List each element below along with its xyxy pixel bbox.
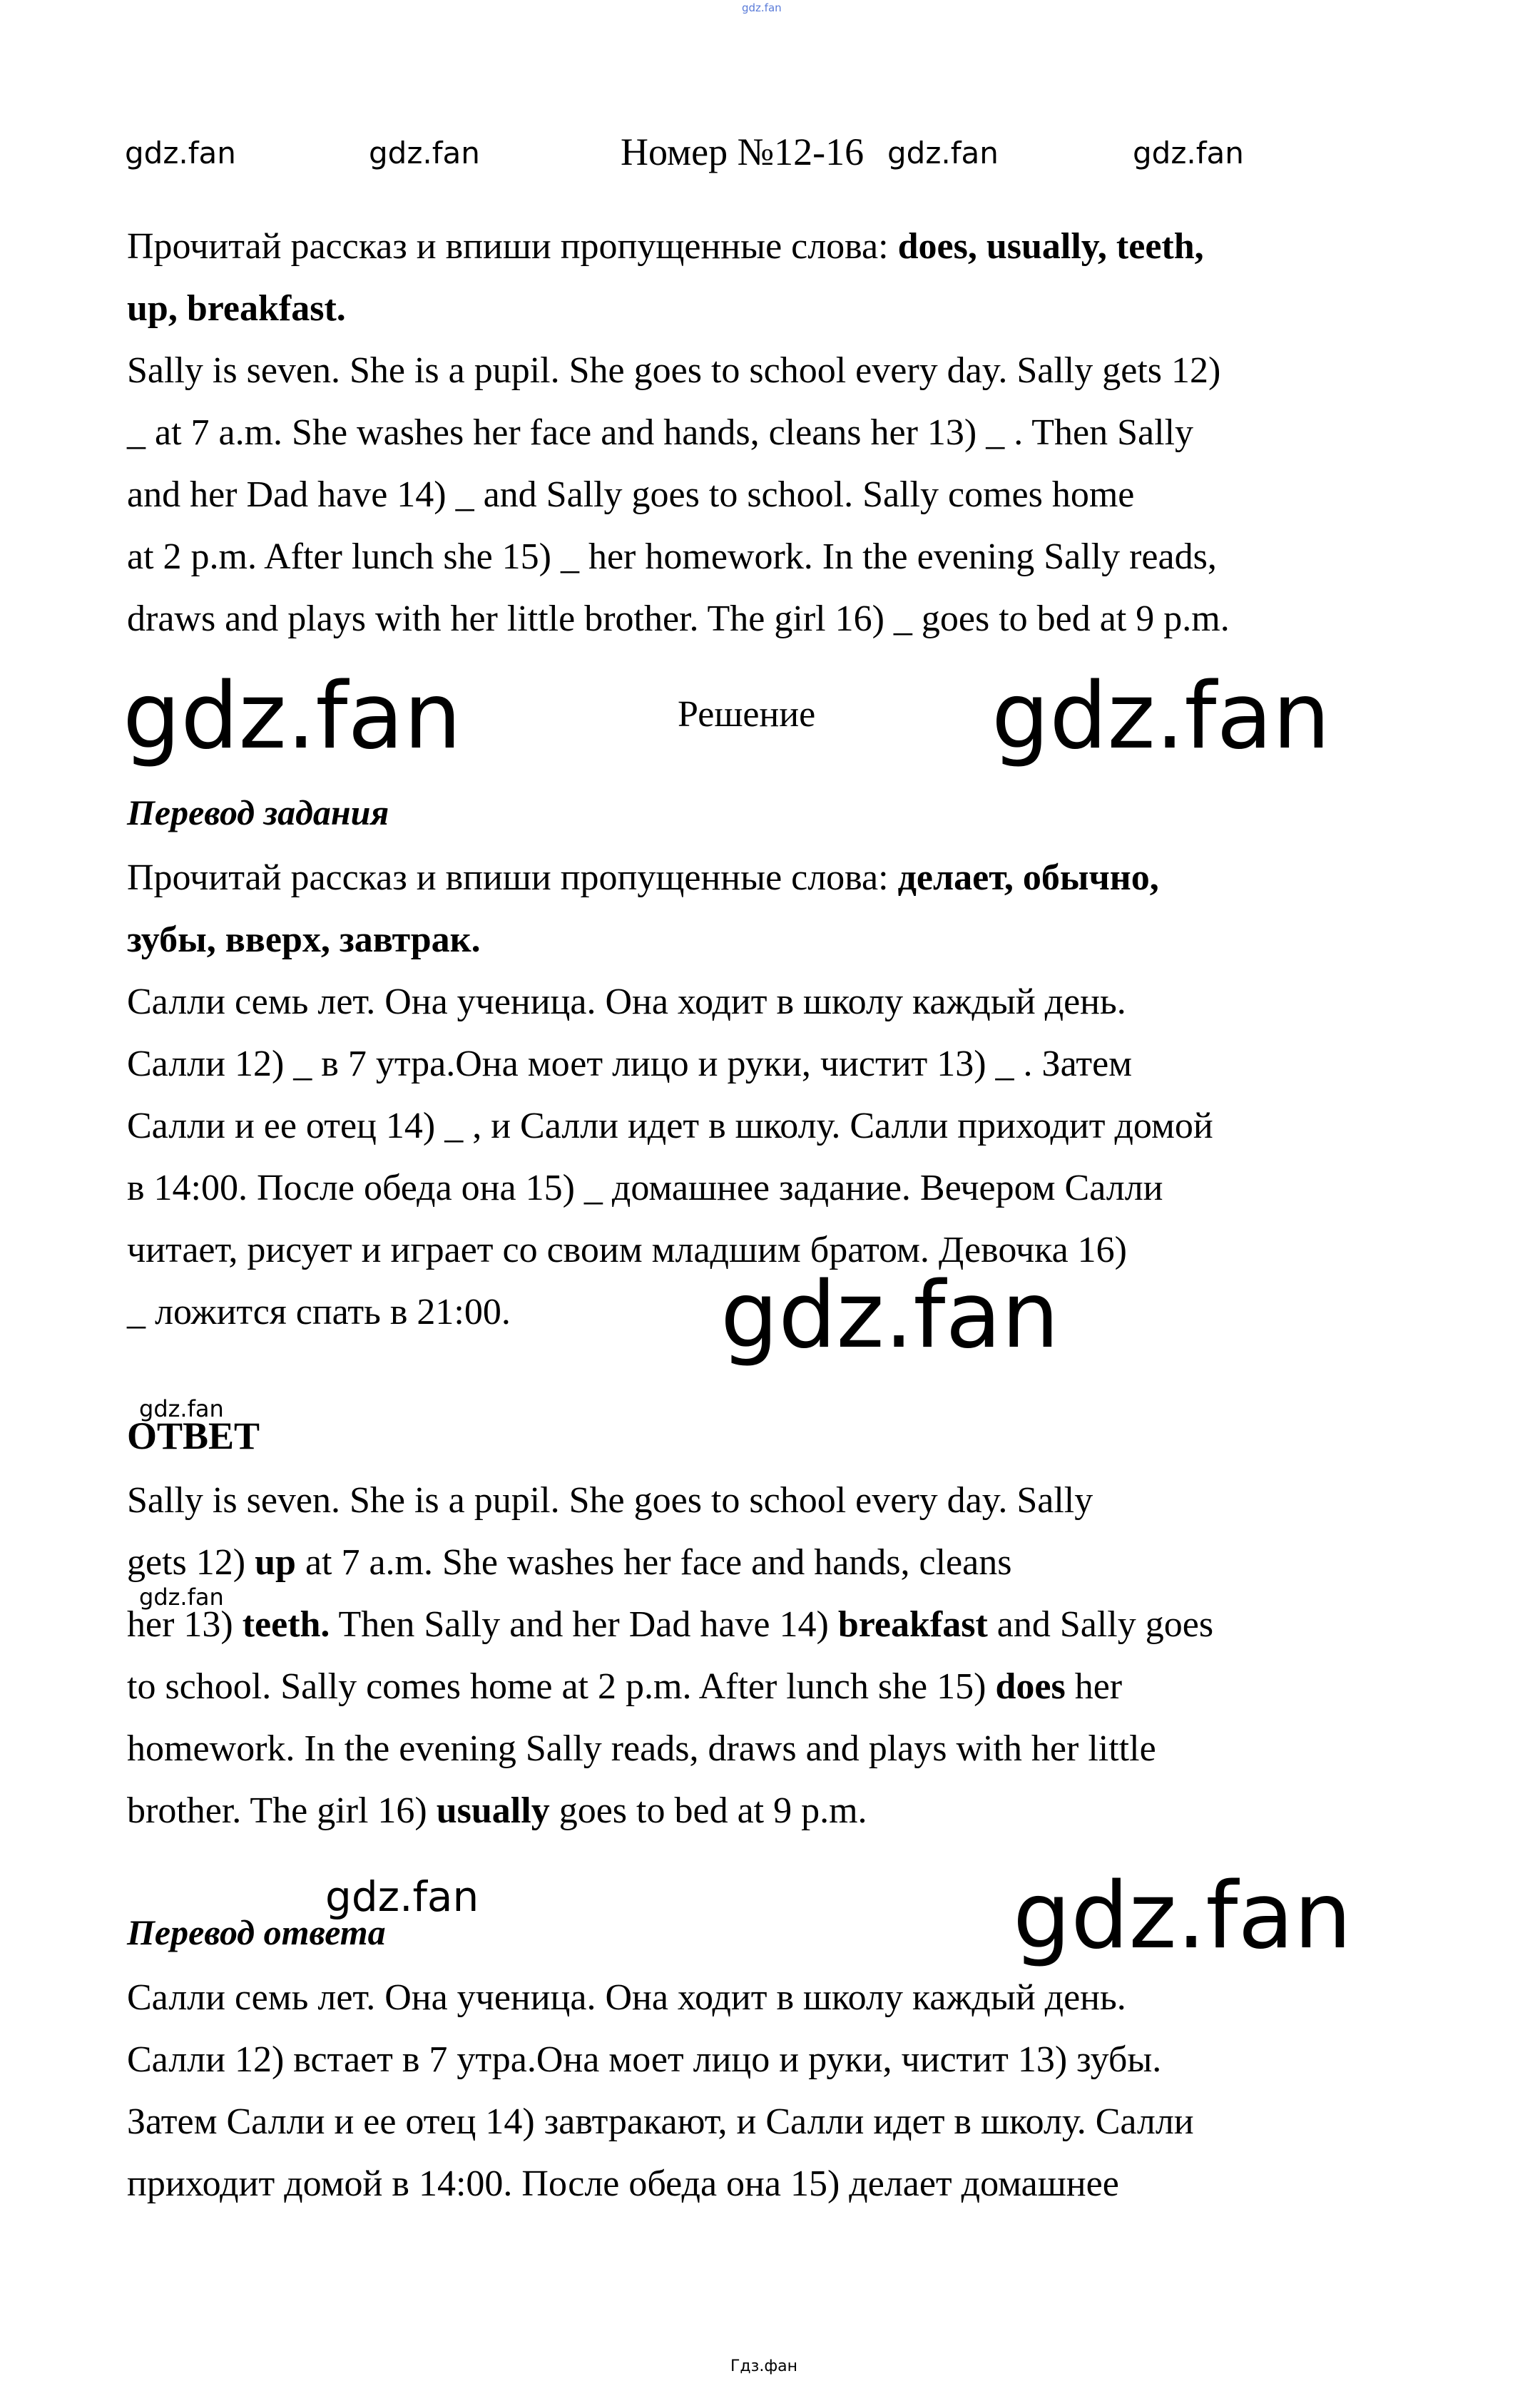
answer-translation-heading: Перевод ответа	[127, 1912, 386, 1952]
header-watermark-4: gdz.fan	[1133, 136, 1244, 170]
small-watermark-answer: gdz.fan	[139, 1395, 224, 1422]
task-line: at 2 p.m. After lunch she 15) _ her homework. In the evening Sally reads,	[127, 536, 1217, 577]
answer-line: brother. The girl 16) usually goes to bed at 9 p.m.	[127, 1790, 867, 1831]
translation-intro-line-1: Прочитай рассказ и впиши пропущенные слова: делает, обычно,	[127, 857, 1159, 898]
header-watermark-2: gdz.fan	[369, 136, 480, 170]
top-watermark: gdz.fan	[742, 1, 782, 14]
task-line: and her Dad have 14) _ and Sally goes to school. Sally comes home	[127, 474, 1135, 515]
small-watermark-line: gdz.fan	[139, 1584, 224, 1611]
footer-watermark: Гдз.фан	[730, 2357, 797, 2375]
task-line: _ at 7 a.m. She washes her face and hands, cleans her 13) _ . Then Sally	[127, 412, 1194, 453]
answer-translation-line: Салли семь лет. Она ученица. Она ходит в школу каждый день.	[127, 1977, 1126, 2018]
answer-translation-line: Салли 12) встает в 7 утра.Она моет лицо и руки, чистит 13) зубы.	[127, 2039, 1162, 2080]
task-block	[127, 215, 1230, 650]
answer-translation-line: приходит домой в 14:00. После обеда она 15) делает домашнее	[127, 2163, 1119, 2204]
big-watermark-center: gdz.fan	[720, 1263, 1059, 1369]
answer-line: her 13) teeth. Then Sally and her Dad have 14) breakfast and Sally goes	[127, 1604, 1214, 1645]
answer-heading: ОТВЕТ	[127, 1414, 260, 1457]
translation-line: Салли семь лет. Она ученица. Она ходит в школу каждый день.	[127, 982, 1126, 1022]
translation-intro-line-2: зубы, вверх, завтрак.	[127, 919, 481, 960]
solution-label: Решение	[678, 694, 816, 735]
page-title: Номер №12-16	[621, 131, 865, 173]
answer-block	[127, 1469, 1213, 1842]
task-intro-line-1: Прочитай рассказ и впиши пропущенные слова: does, usually, teeth,	[127, 226, 1204, 267]
answer-line: to school. Sally comes home at 2 p.m. After lunch she 15) does her	[127, 1666, 1123, 1707]
translation-line: читает, рисует и играет со своим младшим братом. Девочка 16)	[127, 1230, 1127, 1270]
answer-translation-block	[127, 1967, 1194, 2215]
translation-line: Салли и ее отец 14) _ , и Салли идет в школу. Салли приходит домой	[127, 1106, 1213, 1146]
answer-line: Sally is seven. She is a pupil. She goes to school every day. Sally	[127, 1480, 1093, 1521]
translation-line: в 14:00. После обеда она 15) _ домашнее задание. Вечером Салли	[127, 1168, 1163, 1208]
task-line: Sally is seven. She is a pupil. She goes to school every day. Sally gets 12)	[127, 350, 1221, 391]
big-watermark-right: gdz.fan	[991, 663, 1330, 770]
task-line: draws and plays with her little brother. The girl 16) _ goes to bed at 9 p.m.	[127, 598, 1230, 639]
header-watermark-3: gdz.fan	[887, 136, 999, 170]
answer-translation-line: Затем Салли и ее отец 14) завтракают, и Салли идет в школу. Салли	[127, 2101, 1194, 2142]
header-watermark-1: gdz.fan	[125, 136, 236, 170]
translation-heading: Перевод задания	[127, 792, 389, 832]
task-intro-line-2: up, breakfast.	[127, 288, 346, 329]
translation-line: Салли 12) _ в 7 утра.Она моет лицо и руки, чистит 13) _ . Затем	[127, 1044, 1133, 1084]
big-watermark-bottom: gdz.fan	[1013, 1863, 1352, 1969]
answer-line: gets 12) up at 7 a.m. She washes her face and hands, cleans	[127, 1542, 1012, 1583]
big-watermark-left: gdz.fan	[123, 663, 462, 770]
mid-watermark-left: gdz.fan	[325, 1872, 479, 1921]
answer-line: homework. In the evening Sally reads, draws and plays with her little	[127, 1728, 1156, 1769]
translation-line: _ ложится спать в 21:00.	[127, 1292, 511, 1332]
